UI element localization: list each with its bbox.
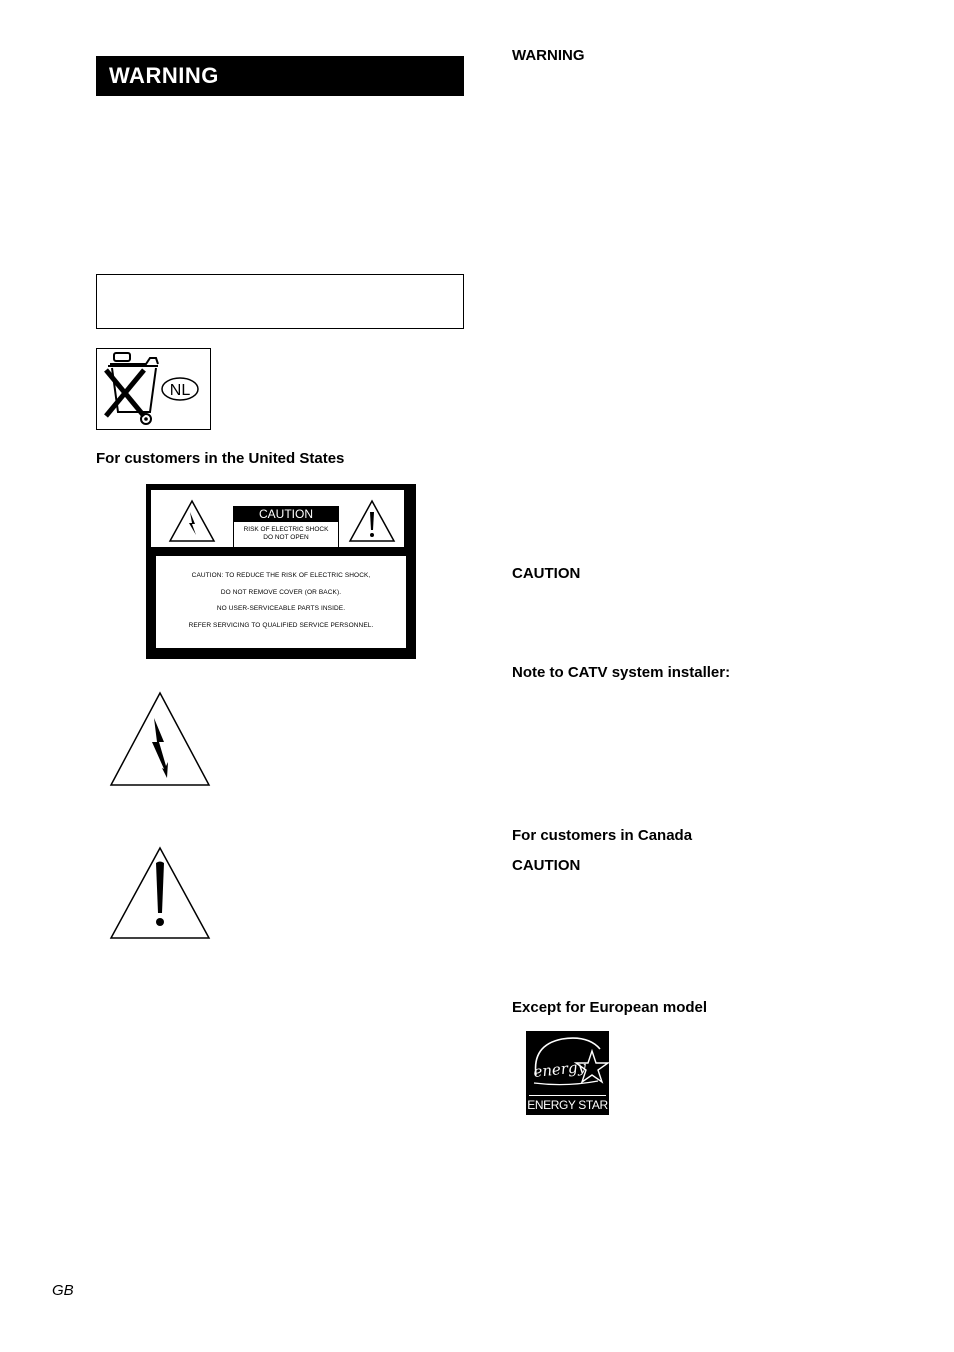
caution-label — [146, 484, 416, 659]
exclamation-warning-icon — [108, 845, 212, 941]
europe-heading: Except for European model — [512, 999, 708, 1016]
warning-banner — [96, 56, 464, 96]
lightning-warning-icon — [167, 498, 217, 544]
notice-box — [96, 274, 464, 329]
caution-label-top — [151, 490, 404, 547]
caution-label-header: CAUTION — [234, 507, 338, 522]
caution-label-body-line: CAUTION: TO REDUCE THE RISK OF ELECTRIC SHOCK, — [191, 572, 371, 579]
warning-heading: WARNING — [512, 47, 585, 64]
energy-star-label: ENERGY STAR — [527, 1098, 608, 1112]
svg-text:energy: energy — [532, 1057, 587, 1081]
caution-label-body-line: NO USER-SERVICEABLE PARTS INSIDE. — [216, 605, 346, 612]
canada-caution-heading: CAUTION — [512, 857, 581, 874]
energy-star-icon — [526, 1031, 609, 1095]
energy-star-logo — [526, 1031, 609, 1115]
crossed-out-bin-icon — [96, 348, 211, 430]
caution-label-line: DO NOT OPEN — [263, 534, 309, 541]
canada-heading: For customers in Canada — [512, 827, 693, 844]
catv-heading: Note to CATV system installer: — [512, 664, 731, 681]
country-code: NL — [169, 382, 191, 399]
us-heading: For customers in the United States — [96, 450, 345, 467]
exclamation-warning-icon — [347, 498, 397, 544]
caution-label-body — [156, 556, 406, 648]
energy-star-divider — [529, 1095, 606, 1096]
lightning-warning-icon — [108, 690, 212, 788]
caution-label-body-line: DO NOT REMOVE COVER (OR BACK). — [220, 589, 342, 596]
caution-label-body-line: REFER SERVICING TO QUALIFIED SERVICE PERSONNEL. — [188, 622, 374, 629]
warning-banner-title: WARNING — [109, 63, 219, 88]
caution-label-line: RISK OF ELECTRIC SHOCK — [243, 526, 329, 533]
page-footer-label: GB — [52, 1282, 74, 1299]
caution-label-center — [233, 506, 339, 548]
caution-heading: CAUTION — [512, 565, 581, 582]
battery-disposal-symbol — [96, 348, 211, 430]
